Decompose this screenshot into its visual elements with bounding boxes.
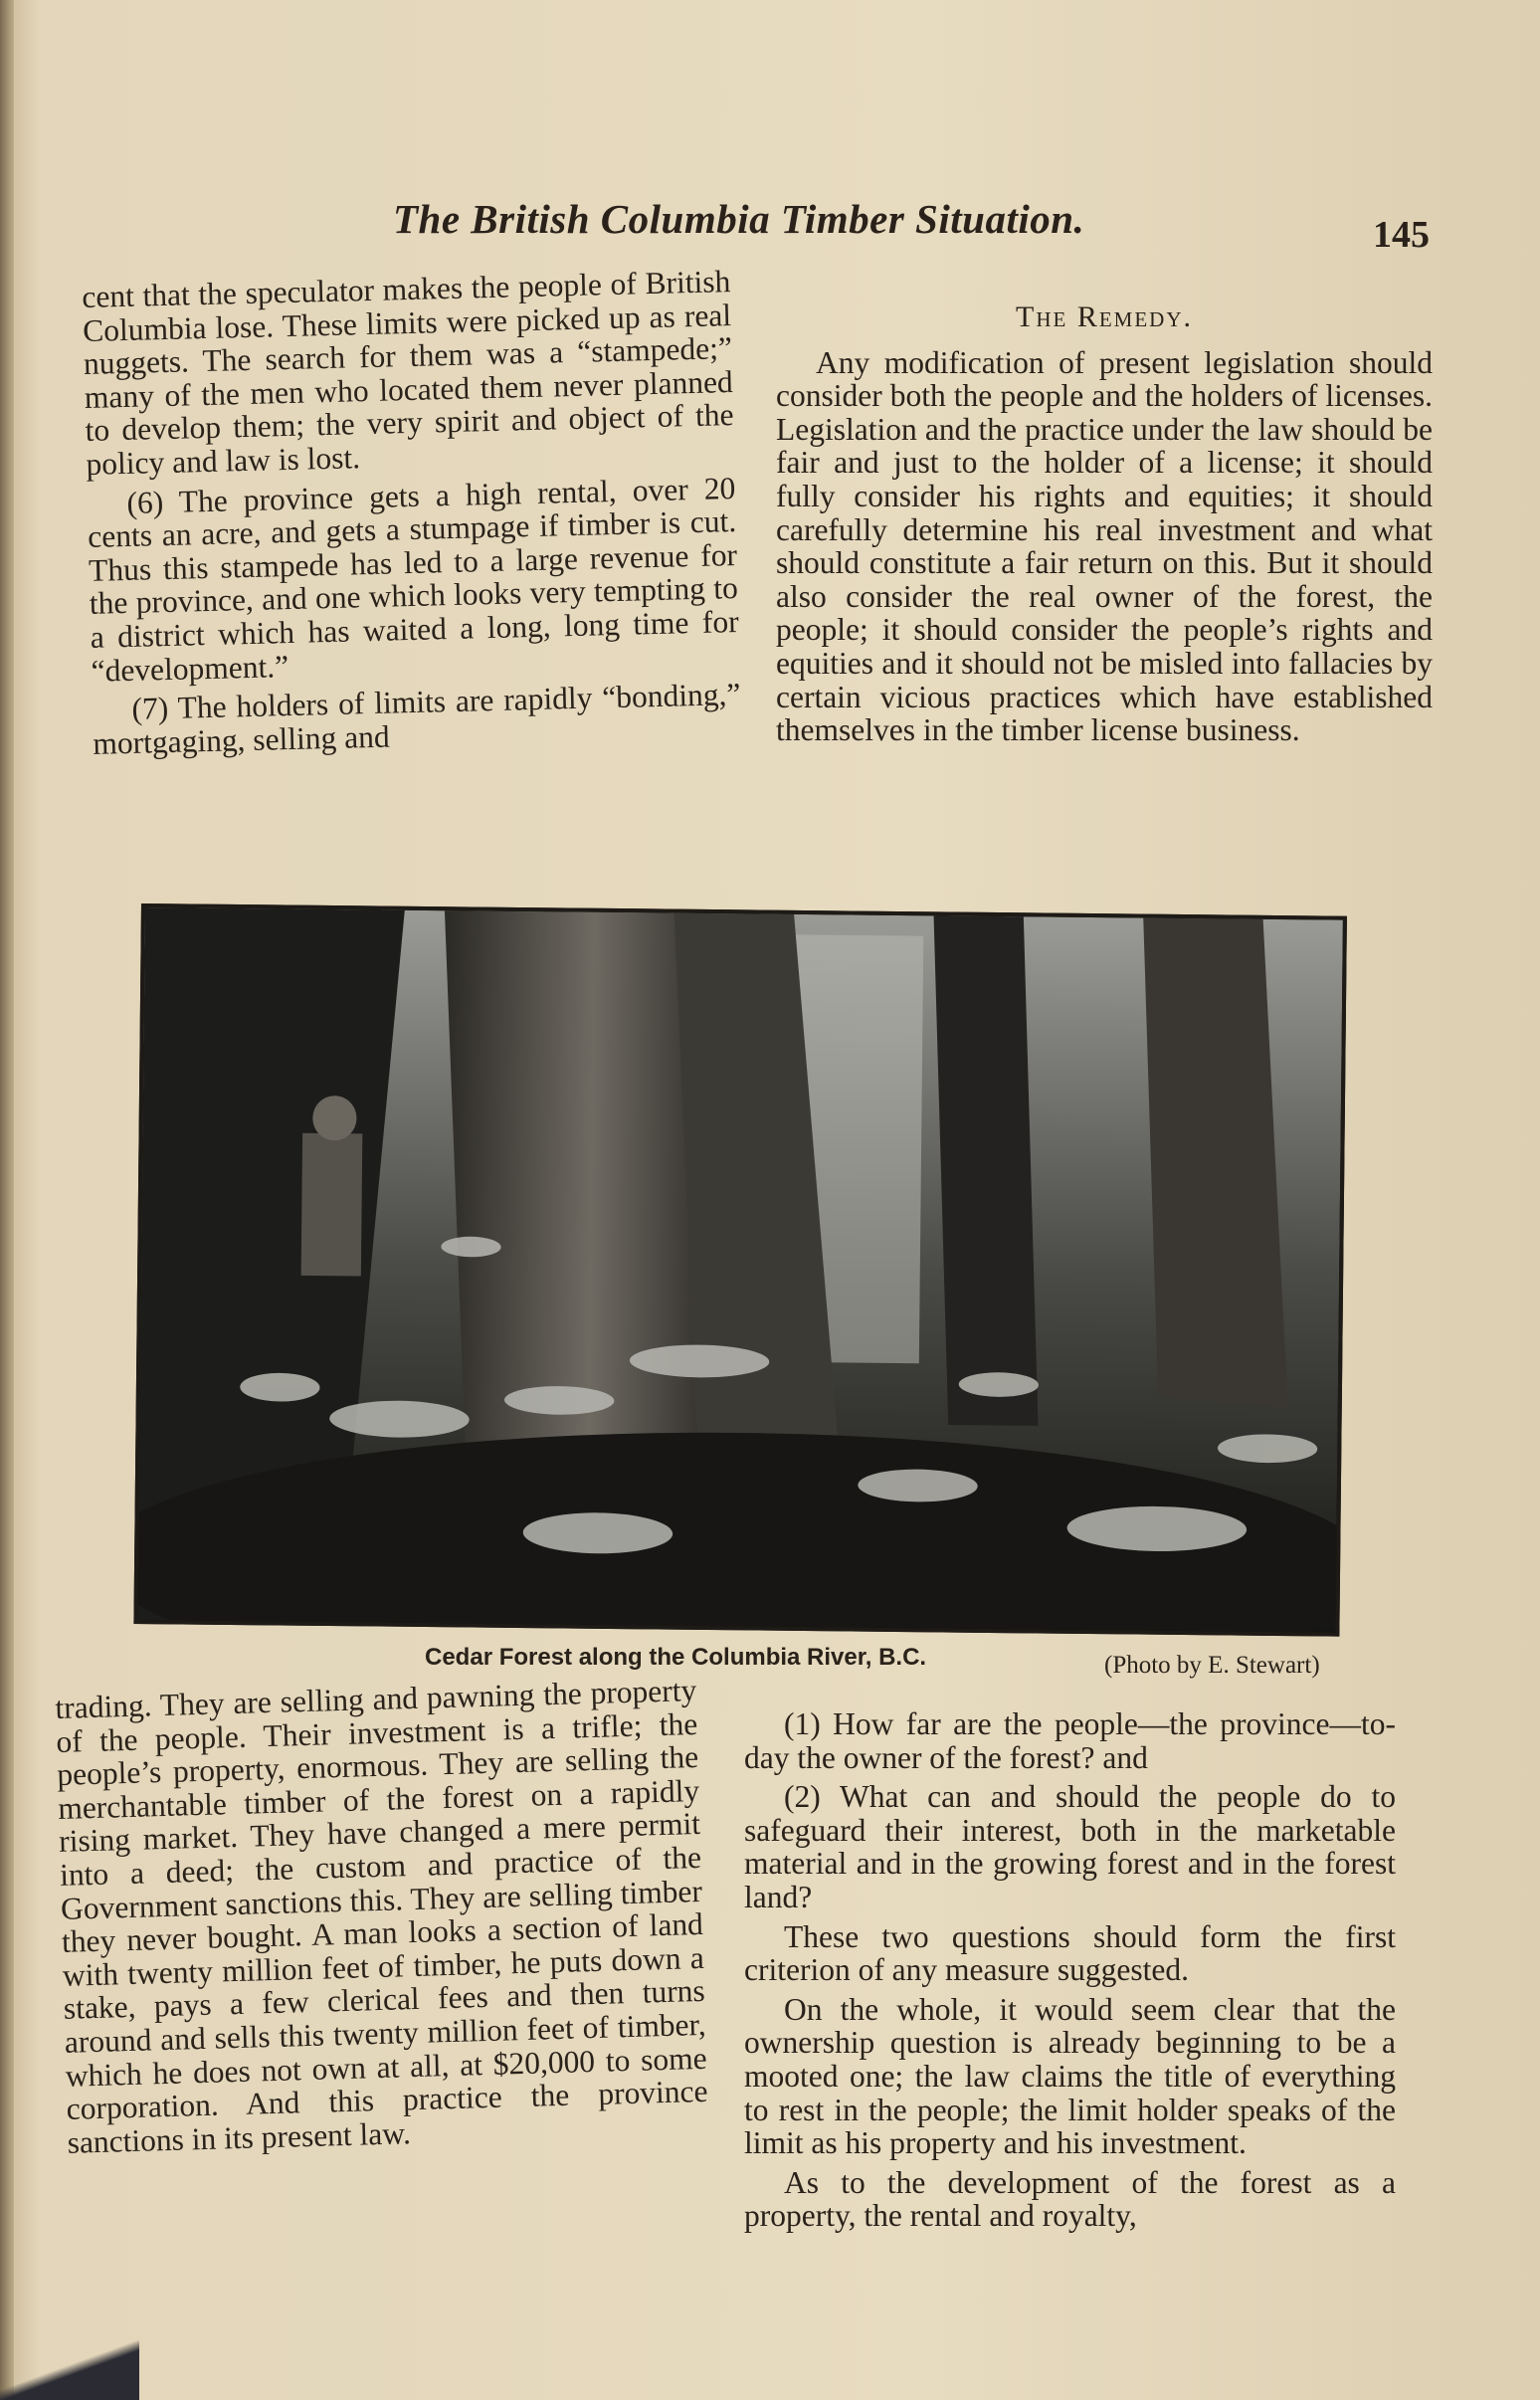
paragraph: Any modification of present legislation should consider both the people and the holders of licenses. Legislation and the practice under the law should be fair and just to the holder of a license; it should fully consider his rights and equities; it should carefully determine his real investment and what should constitute a fair return on this. But it should also consider the real owner of the forest, the people; it should consider the people’s rights and equities and it should not be misled into fallacies by certain vicious practices which have established themselves in the timber license business. bbox=[776, 344, 1433, 748]
forest-photo-image bbox=[137, 907, 1342, 1633]
running-title: The British Columbia Timber Situation. bbox=[393, 196, 1085, 242]
figure-caption: Cedar Forest along the Columbia River, B.C. bbox=[425, 1644, 927, 1671]
bottom-left-column bbox=[55, 1674, 709, 2165]
paragraph: trading. They are selling and pawning the property of the people. Their investment is a trifle; the people’s property, enormous. They are selling the merchantable timber of the forest on a rapidly rising market. They have changed a mere permit into a deed; the custom and practice of the Government sanctions this. They are selling timber they never bought. A man looks a section of land with twenty million feet of timber, he puts down a stake, pays a few clerical fees and then turns around and sells this twenty million feet of timber, which he does not own at all, at $20,000 to some corporation. And this practice the province sanctions in its present law. bbox=[54, 1672, 708, 2160]
page-number: 145 bbox=[1373, 214, 1430, 256]
paragraph: (7) The holders of limits are rapidly “bonding,” mortgaging, selling and bbox=[92, 677, 741, 761]
section-heading: The Remedy. bbox=[1016, 300, 1193, 333]
top-right-column bbox=[776, 300, 1433, 753]
forest-photograph bbox=[133, 903, 1347, 1637]
paragraph: cent that the speculator makes the people of British Columbia lose. These limits were picked up as real nuggets. The search for them was a “stampede;” many of the men who located them never planned to develop them; the very spirit and object of the policy and law is lost. bbox=[81, 264, 734, 482]
page-corner-shadow bbox=[0, 2340, 139, 2400]
paragraph: (6) The province gets a high rental, over 20 cents an acre, and gets a stumpage if timber is cut. Thus this stampede has led to a large revenue for the province, and one which looks very tempting to a district which has waited a long, long time for “development.” bbox=[87, 470, 739, 689]
photo-credit: (Photo by E. Stewart) bbox=[1104, 1652, 1320, 1679]
paragraph: (1) How far are the people—the province—to-day the owner of the forest? and bbox=[744, 1706, 1396, 1775]
bottom-right-column bbox=[744, 1707, 1396, 2239]
paragraph: As to the development of the forest as a property, the rental and royalty, bbox=[744, 2164, 1396, 2234]
top-left-column bbox=[82, 265, 742, 766]
book-spine bbox=[0, 0, 14, 2400]
paragraph: These two questions should form the first criterion of any measure suggested. bbox=[744, 1918, 1396, 1988]
paragraph: On the whole, it would seem clear that the ownership question is already beginning to be a mooted one; the law claims the title of everything to rest in the people; the limit holder speaks of the limit as his property and his investment. bbox=[744, 1991, 1396, 2161]
paragraph: (2) What can and should the people do to safeguard their interest, both in the marketable material and in the growing forest and in the forest land? bbox=[744, 1779, 1396, 1914]
